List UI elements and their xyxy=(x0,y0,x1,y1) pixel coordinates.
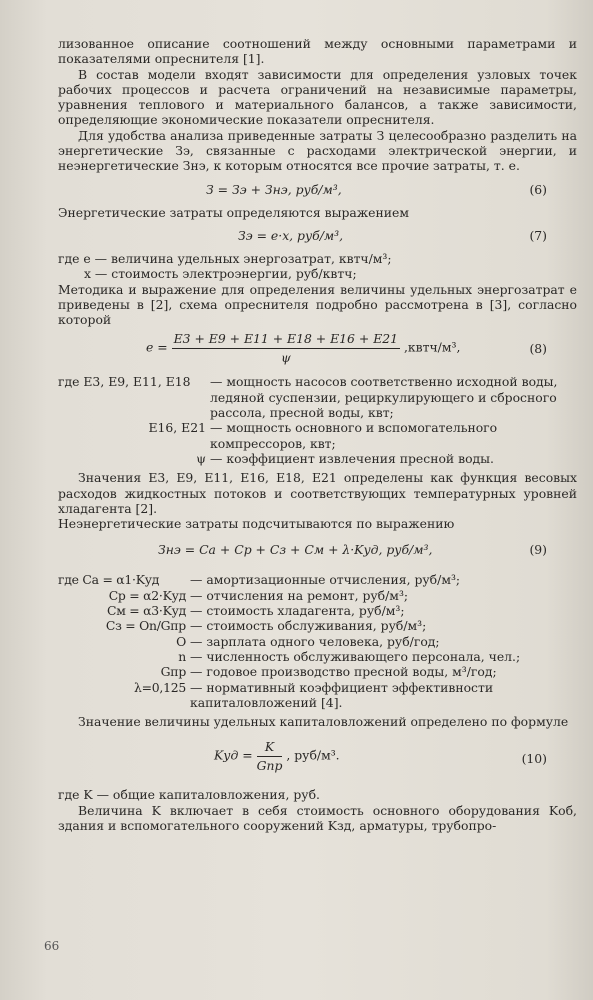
paragraph-8: Значение величины удельных капиталовложений определено по формуле xyxy=(78,714,569,730)
equation-8-numerator: E3 + E9 + E11 + E18 + E16 + E21 xyxy=(172,331,400,348)
equation-10-lhs: Kуд = xyxy=(214,747,253,763)
equation-6 xyxy=(58,174,577,205)
equation-8-lhs: e = xyxy=(146,339,168,355)
where-9-row xyxy=(58,588,577,603)
equation-8-denominator: ψ xyxy=(280,349,291,365)
where-9-row xyxy=(58,649,577,664)
where-8-definition: — коэффициент извлечения пресной воды. xyxy=(210,450,494,466)
paragraph-3: Для удобства анализа приведенные затраты З целесообразно разделить на энергетические Зэ, связанные с расходами электрической энергии, и неэнергетические Знэ, к которым относятся все прочие затраты, т. е. xyxy=(58,127,577,174)
paragraph-7: Неэнергетические затраты подсчитываются по выражению xyxy=(58,516,455,532)
where-8-term: E16, E21 xyxy=(148,420,206,436)
where-9-definition: — годовое производство пресной воды, м³/год; xyxy=(190,664,497,680)
equation-10-fraction xyxy=(257,739,283,773)
where-9-term: Сз = On/Gпр xyxy=(105,618,186,634)
equation-6-formula: З = Зэ + Знэ, руб/м³, xyxy=(206,181,342,197)
where-8-term: ψ xyxy=(196,450,206,466)
where-8-definition: — мощность насосов соответственно исходной воды, ледяной суспензии, рециркулирующего и сбросного рассола, пресной воды, квт; xyxy=(210,374,558,421)
where-9-row xyxy=(58,664,577,679)
equation-10 xyxy=(58,729,577,783)
equation-7-formula: Зэ = e·x, руб/м³, xyxy=(238,227,344,243)
where-9-term: n xyxy=(178,648,186,664)
where-9-row xyxy=(58,634,577,649)
where-9-term: См = α3·Kуд xyxy=(107,603,186,619)
equation-10-units: , руб/м³. xyxy=(286,747,340,763)
paragraph-5: Методика и выражение для определения величины удельных энергозатрат e приведены в [2], схема опреснителя подробно рассмотрена в [3], согласно которой xyxy=(58,281,577,328)
where-9-row xyxy=(58,603,577,618)
where-7-line-1: где e — величина удельных энергозатрат, квтч/м³; xyxy=(58,250,392,266)
equation-8-formula xyxy=(146,331,460,365)
where-8-row xyxy=(58,420,577,451)
equation-10-numerator: K xyxy=(257,739,283,756)
where-9-definition: — амортизационные отчисления, руб/м³; xyxy=(190,572,461,588)
where-9-definition: — нормативный коэффициент эффективности капиталовложений [4]. xyxy=(190,679,494,710)
where-9-definition: — стоимость хладагента, руб/м³; xyxy=(190,603,405,619)
where-9-term: Сp = α2·Kуд xyxy=(108,587,186,603)
equation-8 xyxy=(58,327,577,371)
equation-10-formula xyxy=(214,739,340,773)
page-number: 66 xyxy=(44,939,60,953)
equation-6-number: (6) xyxy=(529,181,547,197)
where-9-definition: — численность обслуживающего персонала, чел.; xyxy=(190,648,521,664)
where-9-term: где Сa = α1·Kуд xyxy=(58,572,160,588)
where-9-row xyxy=(58,572,577,587)
where-9-list xyxy=(58,572,577,710)
paragraph-2: В состав модели входят зависимости для определения узловых точек рабочих процессов и расчета ограничений на независимые параметры, уравнения теплового и материального балансов, а также зависимости, определяющие экономические показатели опреснителя. xyxy=(58,66,577,128)
where-9-term: Gпр xyxy=(160,664,186,680)
where-8-definition: — мощность основного и вспомогательного компрессоров, квт; xyxy=(210,420,498,451)
where-8-list xyxy=(58,374,577,466)
paragraph-4: Энергетические затраты определяются выражением xyxy=(58,204,409,220)
equation-7 xyxy=(58,220,577,251)
where-9-row xyxy=(58,618,577,633)
where-8-row xyxy=(58,451,577,466)
where-9-definition: — зарплата одного человека, руб/год; xyxy=(190,633,440,649)
where-7-line-2: x — стоимость электроэнергии, руб/квтч; xyxy=(84,266,357,282)
equation-8-fraction xyxy=(172,331,400,365)
equation-9-number: (9) xyxy=(529,542,547,558)
equation-10-denominator: Gпр xyxy=(256,757,283,773)
paragraph-6: Значения E3, E9, E11, E16, E18, E21 определены как функция весовых расходов жидкостных потоков и соответствующих температурных уровней хладагента [2]. xyxy=(58,470,577,516)
paragraph-9: Величина K включает в себя стоимость основного оборудования Kоб, здания и вспомогательного сооружений Kзд, арматуры, трубопро- xyxy=(58,802,577,833)
equation-9 xyxy=(58,531,577,569)
equation-9-formula: Знэ = Сa + Сp + Сз + См + λ·Kуд, руб/м³, xyxy=(158,542,433,558)
equation-10-number: (10) xyxy=(521,751,547,767)
where-10-line: где K — общие капиталовложения, руб. xyxy=(58,787,320,803)
equation-7-number: (7) xyxy=(529,227,547,243)
paragraph-1: лизованное описание соотношений между основными параметрами и показателями опреснителя [1]. xyxy=(58,36,577,67)
where-9-definition: — отчисления на ремонт, руб/м³; xyxy=(190,587,409,603)
where-9-row xyxy=(58,680,577,711)
where-9-term: O xyxy=(176,633,186,649)
where-9-term: λ=0,125 xyxy=(134,679,186,695)
equation-8-number: (8) xyxy=(529,341,547,357)
where-9-definition: — стоимость обслуживания, руб/м³; xyxy=(190,618,427,634)
where-8-row xyxy=(58,374,577,420)
equation-8-units: ,квтч/м³, xyxy=(403,339,461,355)
where-8-term: где E3, E9, E11, E18 xyxy=(58,374,191,390)
